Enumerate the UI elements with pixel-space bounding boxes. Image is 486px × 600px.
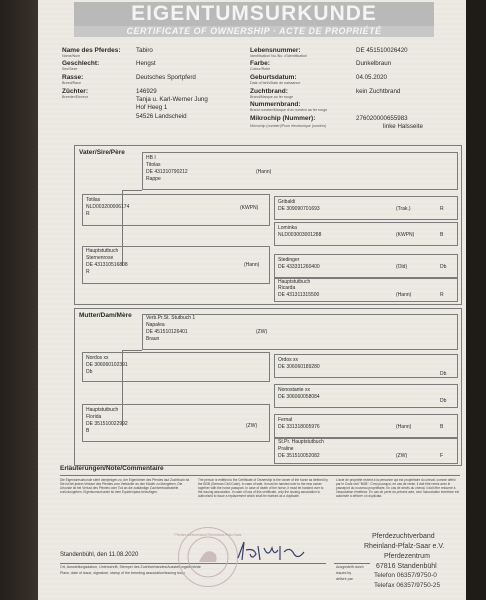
color-sub: Colour/Robe — [250, 67, 271, 71]
place-date: Standenbühl, den 11.08.2020 — [60, 552, 139, 558]
sire-gp2-line-1: Hauptstutbuch — [86, 248, 119, 254]
dam-gp1-id: DE 306060102391 — [86, 362, 128, 368]
sire-color: Rappe — [146, 176, 161, 182]
stamp-line-1: Pferdezuchtverband — [372, 533, 435, 540]
document-title: EIGENTUMSURKUNDE — [74, 2, 434, 26]
dam-ggp1-id: DE 306060189280 — [278, 364, 320, 370]
issued-sub-1: issued by — [336, 571, 352, 575]
signature-graphic — [234, 538, 308, 566]
explanations-german: Die Eigentumsurkunde steht demjenigen zu, der Eigentümer des Pferdes laut Zuchtbuch ist. Sie ist bei jedem Verkauf des Pferdes vom Verkäufer an den Käufer zu übergeben. Die Urkunde ist bei Verlust des Pferdes oder Tod an die zuständige Zuchtverbandsstelle zurückzugeben. Eigentumsurkunde ist dem Equidenpass beizufügen. — [60, 478, 190, 495]
sire-ggp1-color: R — [440, 206, 444, 212]
breeder-sub: Breeder/Eleveur — [62, 95, 88, 99]
explanations-rule — [60, 475, 460, 476]
brand-sub: Brand/Marque au fer rouge — [250, 95, 294, 99]
sire-ggp3-tag: (Old) — [396, 264, 408, 270]
birth-date: 04.05.2020 — [356, 74, 387, 81]
life-number: DE 451510026420 — [356, 47, 408, 54]
microchip-sub: Microchip (number)/Puce électronique (numéro) — [250, 124, 327, 128]
sire-tag: (Hann) — [256, 169, 272, 175]
dam-gp2-line-1: Hauptstutbuch — [86, 407, 119, 413]
breeder-line-3: 54526 Landscheid — [136, 113, 187, 120]
dam-gp1-color: Db — [86, 369, 93, 375]
breeding-brand: kein Zuchtbrand — [356, 88, 401, 95]
breeder-label: Züchter: — [62, 88, 88, 95]
seal-graphic — [174, 528, 242, 586]
dam-color: Braun — [146, 336, 160, 342]
name-sub: Name/Nom — [62, 54, 81, 58]
dam-ggp2-id: DE 306060058084 — [278, 394, 320, 400]
dam-name: Napalea — [146, 322, 165, 328]
document-subtitle: CERTIFICATE OF OWNERSHIP · ACTE DE PROPRIÉTÉ — [74, 26, 434, 37]
seal-text: Pferdezuchtverband Rheinland-Pfalz-Saar — [174, 533, 242, 537]
background-right — [466, 0, 486, 600]
stamp-line-3: Pferdezentrum — [384, 553, 430, 560]
number-brand-label: Nummernbrand: — [250, 101, 301, 108]
explanations-heading: Erläuterungen/Note/Commentaire — [60, 465, 164, 472]
sire-name: Titolas — [146, 162, 161, 168]
dam-gp2-id: DE 351510022992 — [86, 421, 128, 427]
sire-ggp4-id: DE 431311315500 — [278, 292, 320, 298]
sire-ggp2-name: Lominka — [278, 225, 297, 231]
sire-gp2-id: DE 431310516808 — [86, 262, 128, 268]
dam-connector-top — [122, 350, 142, 351]
color-label: Farbe: — [250, 60, 270, 67]
dam-gp2-tag: (ZW) — [246, 423, 258, 429]
microchip-number: 276020000655983 — [356, 115, 408, 122]
dam-ggp2-color: Db — [440, 398, 447, 404]
sire-ggp1-id: DE 309090701693 — [278, 206, 320, 212]
stamp-line-2: Rheinland-Pfalz-Saar e.V. — [364, 543, 445, 550]
dam-ggp4-color: F — [440, 453, 444, 459]
dam-ggp4-name: Praline — [278, 446, 294, 452]
sire-connector-top — [122, 190, 142, 191]
place-label: Ort, Ausstellungsdatum, Unterschrift, Stempel des Zuchtverbandes/Ausstellungsbehörde — [60, 565, 201, 569]
sire-ggp4-tag: (Hann) — [396, 292, 412, 298]
sex-label: Geschlecht: — [62, 60, 100, 67]
stamp-line-4: 67816 Standenbühl — [376, 563, 437, 570]
horse-color: Dunkelbraun — [356, 60, 392, 67]
sire-gp2-tag: (Hann) — [244, 262, 260, 268]
chip-location: linke Halsseite — [383, 123, 423, 130]
sire-ggp1-name: Gribaldi — [278, 199, 296, 205]
certificate-sheet — [38, 0, 466, 600]
breeder-line-2: Hof Heeg 1 — [136, 104, 168, 111]
sire-ggp2-tag: (KWPN) — [396, 232, 415, 238]
sire-ggp4-color: R — [440, 292, 444, 298]
brand-label: Zuchtbrand: — [250, 88, 288, 95]
dam-line-1: Verb.Pr.St. Stutbuch 1 — [146, 315, 196, 321]
explanations-french: L'acte de propriété revient à la personne qui est propriétaire du cheval, comme défini par le Code civil "BGB". C'est pourquoi, en cas de vente, il doit être remis avec le passeport du nouveau propriétaire. En cas de décès du cheval, il doit être retourné à l'association émettrice. En cas de perte du présent acte, seul l'association émettrice est autorisée à délivrer un duplicata. — [336, 478, 460, 499]
microchip-label: Mikrochip (Nummer): — [250, 115, 316, 122]
breeder-number: 146929 — [136, 88, 157, 95]
dam-heading: Mutter/Dam/Mère — [79, 312, 132, 319]
dam-ggp1-name: Ordos xx — [278, 357, 299, 363]
dam-tag: (ZW) — [256, 329, 268, 335]
sire-id: DE 431310790212 — [146, 169, 188, 175]
signature — [234, 538, 308, 566]
sire-ggp2-id: NLD003003001288 — [278, 232, 322, 238]
breed-label: Rasse: — [62, 74, 84, 81]
sire-ggp3-name: Stedinger — [278, 257, 300, 263]
sire-ggp3-color: Db — [440, 264, 447, 270]
dam-ggp1-color: Db — [440, 371, 447, 377]
dam-ggp2-name: Nonostante xx — [278, 387, 310, 393]
dam-gp2-color: B — [86, 428, 90, 434]
dam-ggp3-tag: (Hann) — [396, 424, 412, 430]
issued-sub-2: délivré par — [336, 577, 353, 581]
explanations-english: The person is entitled to the Certificate of Ownership is the owner of the horse as defined by the BGB (German Civil Code). In case of sale, it must be handed over to the new owner together with the horse passport. In case of death of the horse, it must be handed over to the issuing association. In case of loss of this certificate, only the issuing association is authorised to issue a replacement which shall be marked as a duplicate. — [198, 478, 328, 499]
place-sub: Place, date of issue, signature, stamp of the breeding association/issuing body — [60, 571, 185, 575]
dam-ggp3-color: B — [440, 424, 444, 430]
sire-ggp2-color: B — [440, 232, 444, 238]
breeder-line-1: Tanja u. Karl-Werner Jung — [136, 96, 208, 103]
birthdate-sub: Date of birth/Date de naissance — [250, 81, 301, 85]
horse-sex: Hengst — [136, 60, 156, 67]
issued-rule — [334, 563, 370, 564]
sire-ggp4-line-1: Hauptstutbuch — [278, 279, 311, 285]
life-number-label: Lebensnummer: — [250, 47, 301, 54]
dam-id: DE 451510126401 — [146, 329, 188, 335]
stamp-line-5: Telefon 06357/9750-0 — [374, 572, 437, 579]
dam-gp1-name: Nordos xx — [86, 355, 109, 361]
issued-label: Ausgestellt durch — [336, 565, 364, 569]
association-seal — [174, 527, 242, 587]
birthdate-label: Geburtsdatum: — [250, 74, 297, 81]
dam-ggp4-id: DE 351510052082 — [278, 453, 320, 459]
name-label: Name des Pferdes: — [62, 47, 121, 54]
sire-gp1-tag: (KWPN) — [240, 205, 259, 211]
sex-sub: Sex/Sexe — [62, 67, 78, 71]
sire-ggp3-id: DE 433331260400 — [278, 264, 320, 270]
dam-gp2-name: Florida — [86, 414, 102, 420]
sire-gp1-color: R — [86, 211, 90, 217]
sire-box — [142, 152, 458, 190]
sire-gp1-name: Totilas — [86, 197, 101, 203]
sire-gp1-id: NLD003200006174 — [86, 204, 130, 210]
sire-gp2-color: R — [86, 269, 90, 275]
sire-gp2-name: Sternenrose — [86, 255, 114, 261]
background-left — [0, 0, 38, 600]
stamp-line-6: Telefax 06357/9750-25 — [374, 582, 441, 589]
life-number-sub: Identification No./No. d'identification — [250, 54, 308, 58]
horse-breed: Deutsches Sportpferd — [136, 74, 196, 81]
number-brand-sub: Brand number/Marque d'un numéro au fer rouge — [250, 108, 328, 112]
dam-ggp4-line-1: St.Pr. Hauptstutbuch — [278, 439, 324, 445]
breed-sub: Breed/Race — [62, 81, 81, 85]
horse-name: Tabiro — [136, 47, 153, 54]
sire-ggp1-tag: (Trak.) — [396, 206, 411, 212]
sire-line-1: HB I — [146, 155, 156, 161]
dam-ggp3-id: DE 331318005976 — [278, 424, 320, 430]
sire-ggp4-name: Ricarda — [278, 285, 296, 291]
dam-ggp4-tag: (ZW) — [396, 453, 408, 459]
sire-heading: Vater/Sire/Père — [79, 149, 125, 156]
dam-ggp3-name: Fernal — [278, 417, 293, 423]
